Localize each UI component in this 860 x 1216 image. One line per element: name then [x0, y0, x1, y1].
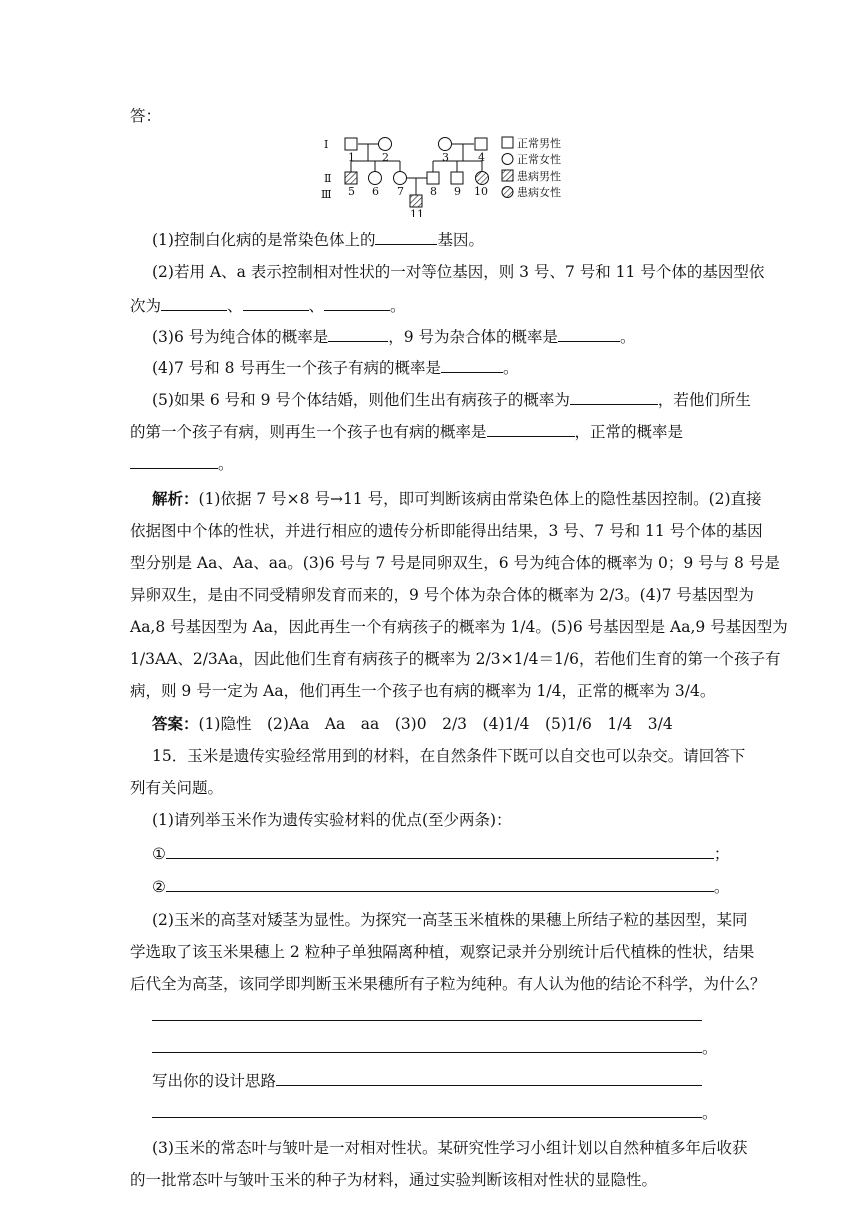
q15-part3-line1: (3)玉米的常态叶与皱叶是一对相对性状。某研究性学习小组计划以自然种植多年后收获	[152, 1139, 748, 1157]
q14-part1: (1)控制白化病的是常染色体上的 基因。	[152, 231, 484, 249]
legend-normal-female-icon	[502, 154, 513, 165]
pedigree-diagram	[318, 131, 578, 217]
q14-part2-line1: (2)若用 A、a 表示控制相对性状的一对等位基因，则 3 号、7 号和 11 号个体的基因型依	[152, 263, 765, 281]
analysis-line5: Aa,8 号基因型为 Aa，因此再生一个有病孩子的概率为 1/4。(5)6 号基因型是 Aa,9 号基因型为	[130, 618, 788, 636]
answer-blank	[152, 1102, 702, 1118]
q15-part1-blank1: ① ；	[152, 845, 730, 863]
q15-part2-blank1	[152, 1005, 702, 1026]
analysis-line4: 异卵双生，是由不同受精卵发育而来的，9 号个体为杂合体的概率为 2/3。(4)7 号基因型为	[130, 586, 754, 604]
generation-label-3: Ⅲ	[321, 188, 332, 201]
individual-8-normal-male	[427, 172, 439, 184]
individual-number: 2	[382, 151, 389, 164]
analysis-line3: 型分别是 Aa、Aa、aa。(3)6 号与 7 号是同卵双生，6 号为纯合体的概率为 0；9 号与 8 号是	[130, 554, 780, 572]
legend-affected-female-icon	[502, 187, 513, 198]
legend-label: 正常女性	[517, 153, 561, 166]
answer-blank	[166, 843, 714, 859]
individual-number: 5	[348, 185, 355, 198]
q15-design-line: 写出你的设计思路	[152, 1070, 702, 1091]
q15-part2-blank2: 。	[152, 1037, 718, 1058]
q15-part1: (1)请列举玉米作为遗传实验材料的优点(至少两条)：	[152, 811, 512, 829]
q15-design-blank: 。	[152, 1102, 718, 1123]
q15-part1-blank2: ② 。	[152, 878, 730, 896]
generation-label-1: Ⅰ	[324, 138, 329, 151]
answer-blank	[166, 876, 714, 892]
answer-blank	[558, 326, 620, 342]
answer-blank	[276, 1070, 702, 1086]
individual-number: 3	[442, 151, 449, 164]
individual-11-affected-male	[410, 195, 422, 207]
analysis-line7: 病，则 9 号一定为 Aa，他们再生一个孩子也有病的概率为 1/4，正常的概率为 3/4。	[130, 682, 716, 700]
legend-label: 患病男性	[517, 170, 561, 183]
q14-part5-line1: (5)如果 6 号和 9 号个体结婚，则他们生出有病孩子的概率为 ，若他们所生	[152, 391, 751, 409]
q14-part5-line3: 。	[130, 453, 234, 474]
individual-number: 8	[430, 185, 437, 198]
q15-part2-line1: (2)玉米的高茎对矮茎为显性。为探究一高茎玉米植株的果穗上所结子粒的基因型，某同	[152, 911, 748, 929]
analysis-line2: 依据图中个体的性状，并进行相应的遗传分析即能得出结果，3 号、7 号和 11 号个体的基因	[130, 522, 763, 540]
answer-blank	[487, 421, 575, 437]
q15-intro-line1: 15．玉米是遗传实验经常用到的材料，在自然条件下既可以自交也可以杂交。请回答下	[152, 747, 746, 765]
individual-5-affected-male	[345, 172, 357, 184]
individual-number: 7	[397, 185, 404, 198]
individual-6-normal-female	[369, 172, 382, 185]
answer-blank	[328, 326, 388, 342]
answer-blank	[570, 389, 658, 405]
individual-1-normal-male	[345, 138, 357, 150]
q14-part2-line2: 次为 、 、 。	[130, 297, 406, 315]
pedigree-legend	[502, 137, 513, 198]
legend-affected-male-icon	[502, 170, 513, 181]
individual-number: 1	[348, 151, 355, 164]
legend-normal-male-icon	[502, 137, 513, 148]
legend-label: 正常男性	[517, 137, 561, 150]
individual-number: 10	[474, 185, 488, 198]
answer-line: 答案：(1)隐性 (2)Aa Aa aa (3)0 2/3 (4)1/4 (5)1/6 1/4 3/4	[152, 714, 673, 733]
answer-blank	[130, 453, 218, 469]
individual-2-normal-female	[379, 138, 392, 151]
q14-part3: (3)6 号为纯合体的概率是 ，9 号为杂合体的概率是 。	[152, 328, 636, 346]
answer-blank	[161, 295, 227, 311]
individual-number: 9	[454, 185, 461, 198]
answer-blank	[152, 1037, 702, 1053]
answer-blank	[243, 295, 309, 311]
answer-blank	[375, 229, 437, 245]
answer-blank	[152, 1005, 702, 1021]
individual-4-normal-male	[475, 138, 487, 150]
individual-7-normal-female	[394, 172, 407, 185]
individual-3-normal-female	[439, 138, 452, 151]
individual-number: 4	[478, 151, 485, 164]
legend-label: 患病女性	[517, 186, 561, 199]
q14-part4: (4)7 号和 8 号再生一个孩子有病的概率是 。	[152, 359, 519, 377]
q15-part2-line3: 后代全为高茎，该同学即判断玉米果穗所有子粒为纯种。有人认为他的结论不科学，为什么？	[130, 975, 766, 993]
individual-10-affected-female	[476, 172, 489, 185]
answer-header: 答：	[130, 107, 162, 125]
answer-blank	[441, 357, 503, 373]
q15-part3-line2: 的一批常态叶与皱叶玉米的种子为材料，通过实验判断该相对性状的显隐性。	[130, 1171, 658, 1189]
individual-number: 6	[372, 185, 379, 198]
q15-intro-line2: 列有关问题。	[130, 779, 224, 797]
answer-blank	[324, 295, 390, 311]
q15-part2-line2: 学选取了该玉米果穗上 2 粒种子单独隔离种植，观察记录并分别统计后代植株的性状，结果	[130, 943, 755, 961]
analysis-line1: 解析：(1)依据 7 号×8 号→11 号，即可判断该病由常染色体上的隐性基因控制。(2)直接	[152, 489, 762, 508]
generation-label-2: Ⅱ	[324, 172, 332, 185]
individual-9-normal-male	[451, 172, 463, 184]
individual-number: 11	[410, 208, 424, 217]
analysis-line6: 1/3AA、2/3Aa，因此他们生育有病孩子的概率为 2/3×1/4＝1/6，若他们生育的第一个孩子有	[130, 650, 781, 668]
q14-part5-line2: 的第一个孩子有病，则再生一个孩子也有病的概率是 ，正常的概率是	[130, 423, 684, 441]
